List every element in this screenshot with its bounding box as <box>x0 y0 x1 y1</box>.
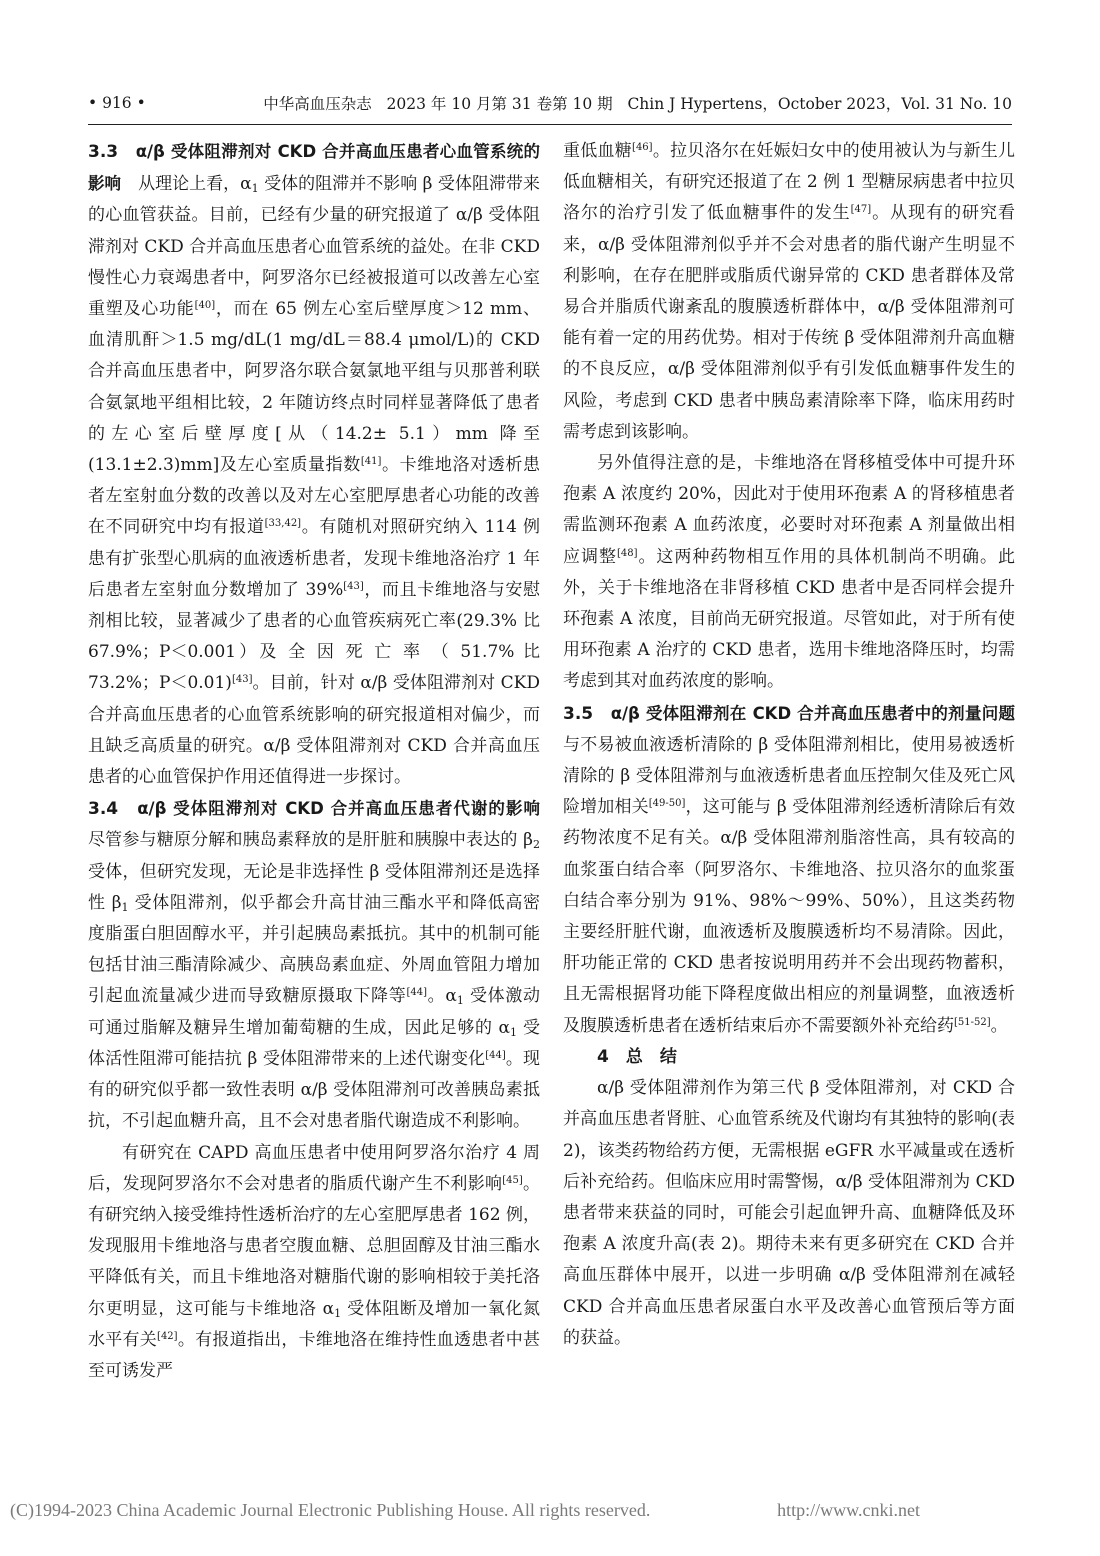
page-footer <box>10 1500 920 1521</box>
body-text: 。 <box>990 1015 1008 1036</box>
body-text: 受体活性阻滞可能拮抗 β 受体阻滞带来的上述代谢变化 <box>88 1017 540 1069</box>
section-title: α/β 受体阻滞剂对 CKD 合并高血压患者代谢的影响 <box>137 799 541 819</box>
body-text: 。现有的研究似乎都一致性表明 α/β 受体阻滞剂可改善胰岛素抵抗，不引起血糖升高，且不会对患者脂代谢造成不利影响。 <box>88 1048 540 1132</box>
body-text: 受体的阻滞并不影响 β 受体阻滞带来的心血管获益。目前，已经有少量的研究报道了 α/β 受体阻滞剂对 CKD 合并高血压患者心血管系统的益处。在非 CKD 慢性心力衰竭患者中，阿罗洛尔已经被报道可以改善左心室重塑及心功能 <box>88 174 541 320</box>
journal-name-en: Chin J Hypertens，October 2023，Vol. 31 No. 10 <box>627 95 1012 113</box>
body-text: 有研究在 CAPD 高血压患者中使用阿罗洛尔治疗 4 周后，发现阿罗洛尔不会对患者的脂质代谢产生不利影响 <box>88 1142 540 1194</box>
body-text: 另外值得注意的是，卡维地洛在肾移植受体中可提升环孢素 A 浓度约 20%，因此对于使用环孢素 A 的肾移植患者需监测环孢素 A 血药浓度，必要时对环孢素 A 剂量做出相应调整 <box>563 453 1015 567</box>
section-3-5 <box>563 698 1015 1042</box>
subscript: 1 <box>251 182 259 196</box>
citation[interactable]: [49-50] <box>648 798 686 810</box>
left-column <box>88 136 540 1387</box>
body-text: 。拉贝洛尔在妊娠妇女中的使用被认为与新生儿低血糖相关，有研究还报道了在 2 例 1 型糖尿病患者中拉贝洛尔的治疗引发了低血糖事件的发生 <box>563 141 1016 224</box>
citation[interactable]: [43] <box>343 580 364 592</box>
copyright-notice: (C)1994-2023 China Academic Journal Electronic Publishing House. All rights reserved. <box>10 1500 651 1520</box>
citation[interactable]: [45] <box>502 1174 523 1186</box>
body-text: ，而且卡维地洛与安慰剂相比较，显著减少了患者的心血管疾病死亡率(29.3% 比 67.9%；P＜0.001）及 全 因 死 亡 率 （ 51.7% 比 73.2%；P＜0.01) <box>88 579 540 694</box>
body-text: 。有随机对照研究纳入 114 例患有扩张型心肌病的血液透析患者，发现卡维地洛治疗 1 年后患者左室射血分数增加了 39% <box>88 517 540 600</box>
subscript: 1 <box>334 1306 342 1320</box>
subscript: 1 <box>456 994 464 1008</box>
body-text: 。有研究纳入接受维持性透析治疗的左心室肥厚患者 162 例，发现服用卡维地洛与患者空腹血糖、总胆固醇及甘油三酯水平降低有关，而且卡维地洛对糖脂代谢的影响相较于美托洛尔更明显，这可能与卡维地洛 α <box>88 1173 541 1319</box>
body-text: 。这两种药物相互作用的具体机制尚不明确。此外，关于卡维地洛在非肾移植 CKD 患者中是否同样会提升环孢素 A 浓度，目前尚无研究报道。尽管如此，对于所有使用环孢素 A 治疗的 CKD 患者，选用卡维地洛降压时，均需考虑到其对血药浓度的影响。 <box>563 546 1016 692</box>
section-title: α/β 受体阻滞剂对 CKD 合并高血压患者心血管系统的影响 <box>88 142 541 194</box>
body-text: ，而在 65 例左心室后壁厚度＞12 mm、血清肌酐＞1.5 mg/dL(1 mg/dL＝88.4 μmol/L)的 CKD 合并高血压患者中，阿罗洛尔联合氨氯地平组与贝那普利联合氨氯地平组相比较，2 年随访终点时同样显著降低了患者的左心室后壁厚度[从（14.2± 5.1）mm 降至(13.1±2.3)mm]及左心室质量指数 <box>88 299 541 476</box>
header-rule <box>88 124 1012 125</box>
citation[interactable]: [41] <box>360 456 382 468</box>
body-text: 。α <box>426 986 457 1007</box>
subscript: 1 <box>121 900 129 914</box>
body-text: α/β 受体阻滞剂作为第三代 β 受体阻滞剂，对 CKD 合并高血压患者肾脏、心血管系统及代谢均有其独特的影响(表 2)，该类药物给药方便，无需根据 eGFR 水平减量或在透析后补充给药。但临床应用时需警惕，α/β 受体阻滞剂为 CKD 患者带来获益的同时，可能会引起血钾升高、血糖降低及环孢素 A 浓度升高(表 2)。期待未来有更多研究在 CKD 合并高血压群体中展开，以进一步明确 α/β 受体阻滞剂在减轻 CKD 合并高血压患者尿蛋白水平及改善心血管预后等方面的获益。 <box>563 1078 1015 1348</box>
paragraph <box>563 448 1015 698</box>
body-text: 受体，但研究发现，无论是非选择性 β 受体阻滞剂还是选择性 β <box>88 861 540 913</box>
publisher-url[interactable]: http://www.cnki.net <box>777 1500 920 1520</box>
right-column <box>563 136 1015 1354</box>
citation[interactable]: [42] <box>157 1330 178 1342</box>
body-text: ，这可能与 β 受体阻滞剂经透析清除后有效药物浓度不足有关。α/β 受体阻滞剂脂溶性高，具有较高的血浆蛋白结合率（阿罗洛尔、卡维地洛、拉贝洛尔的血浆蛋白结合率分别为 91%、98%～99%、50%），且这类药物主要经肝脏代谢，血液透析及腹膜透析均不易清除。因此，肝功能正常的 CKD 患者按说明用药并不会出现药物蓄积，且无需根据肾功能下降程度做出相应的剂量调整，血液透析及腹膜透析患者在透析结束后亦不需要额外补充给药 <box>563 797 1016 1036</box>
citation[interactable]: [47] <box>850 204 872 216</box>
section-number: 3.3 <box>88 142 119 162</box>
body-text: 受体阻断及增加一氧化氮水平有关 <box>88 1298 540 1350</box>
citation[interactable]: [51-52] <box>954 1016 991 1028</box>
citation[interactable]: [40] <box>194 300 216 312</box>
citation[interactable]: [33,42] <box>264 518 302 530</box>
section-number: 3.4 <box>88 799 119 820</box>
body-text: 重低血糖 <box>563 141 633 161</box>
body-text: 受体激动可通过脂解及糖异生增加葡萄糖的生成，因此足够的 α <box>88 986 541 1038</box>
section-4-heading: 4 总 结 <box>597 1046 677 1067</box>
subscript: 1 <box>510 1025 517 1039</box>
citation[interactable]: [46] <box>632 142 653 153</box>
body-text: 受体阻滞剂，似乎都会升高甘油三酯水平和降低高密度脂蛋白胆固醇水平，并引起胰岛素抵抗。其中的机制可能包括甘油三酯清除减少、高胰岛素血症、外周血管阻力增加引起血流量减少进而导致糖原摄取下降等 <box>88 892 541 1007</box>
body-text: 与不易被血液透析清除的 β 受体阻滞剂相比，使用易被透析清除的 β 受体阻滞剂与血液透析患者血压控制欠佳及死亡风险增加相关 <box>563 734 1015 818</box>
body-text: 。从现有的研究看来，α/β 受体阻滞剂似乎并不会对患者的脂代谢产生明显不利影响，在存在肥胖或脂质代谢异常的 CKD 患者群体及常易合并脂质代谢紊乱的腹膜透析群体中，α/β 受体阻滞剂可能有着一定的用药优势。相对于传统 β 受体阻滞剂升高血糖的不良反应，α/β 受体阻滞剂似乎有引发低血糖事件发生的风险，考虑到 CKD 患者中胰岛素清除率下降，临床用药时需考虑到该影响。 <box>563 203 1016 442</box>
conclusion-paragraph <box>563 1073 1015 1354</box>
body-text: 。有报道指出，卡维地洛在维持性血透患者中甚至可诱发严 <box>88 1329 541 1381</box>
body-text: 。目前，针对 α/β 受体阻滞剂对 CKD 合并高血压患者的心血管系统影响的研究报道相对偏少，而且缺乏高质量的研究。α/β 受体阻滞剂对 CKD 合并高血压患者的心血管保护作用还值得进一步探讨。 <box>88 673 540 788</box>
section-number: 3.5 <box>563 703 594 724</box>
section-title: α/β 受体阻滞剂在 CKD 合并高血压患者中的剂量问题 <box>610 703 1016 723</box>
subscript: 2 <box>533 838 540 852</box>
journal-citation <box>263 92 1012 114</box>
section-3-3 <box>88 136 540 793</box>
citation[interactable]: [44] <box>485 1049 506 1061</box>
citation[interactable]: [43] <box>231 674 253 686</box>
citation[interactable]: [44] <box>406 987 427 999</box>
citation[interactable]: [48] <box>616 547 638 559</box>
body-text: 尽管参与糖原分解和胰岛素释放的是肝脏和胰腺中表达的 β <box>88 830 533 851</box>
body-text: 。卡维地洛对透析患者左室射血分数的改善以及对左心室肥厚患者心功能的改善在不同研究中均有报道 <box>88 455 540 538</box>
running-header <box>88 88 1012 118</box>
page-number: • 916 • <box>88 94 146 112</box>
body-text: 从理论上看，α <box>138 174 252 195</box>
issue-info-cn: 2023 年 10 月第 31 卷第 10 期 <box>386 95 613 113</box>
paragraph-continued <box>563 136 1015 448</box>
journal-name-cn: 中华高血压杂志 <box>263 95 372 113</box>
paragraph <box>88 1138 540 1388</box>
section-3-4 <box>88 793 540 1137</box>
